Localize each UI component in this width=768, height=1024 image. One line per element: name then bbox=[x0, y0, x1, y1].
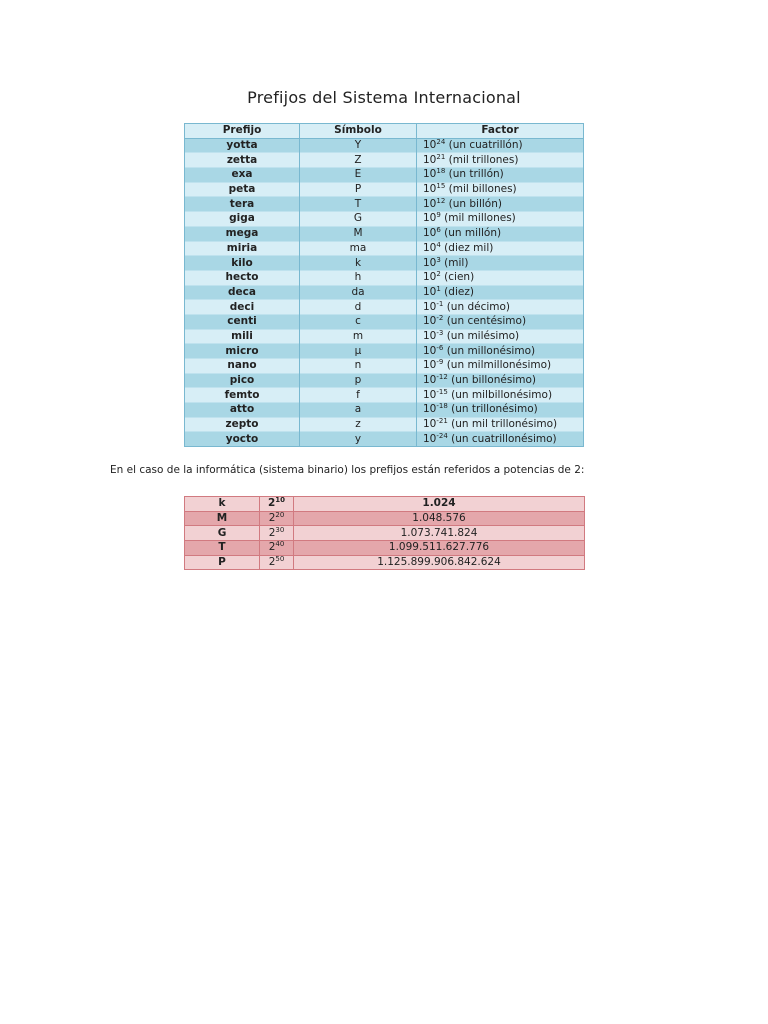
factor-exponent: -12 bbox=[436, 373, 448, 382]
prefix-cell: pico bbox=[185, 373, 300, 388]
symbol-cell: n bbox=[300, 359, 417, 374]
table-row bbox=[185, 285, 584, 300]
prefix-cell: tera bbox=[185, 197, 300, 212]
symbol-cell: P bbox=[300, 182, 417, 197]
factor-exponent: 1 bbox=[436, 285, 441, 293]
table-row bbox=[185, 344, 584, 359]
factor-description: (un milbillonésimo) bbox=[447, 388, 553, 401]
table-row bbox=[185, 197, 584, 212]
table-row bbox=[185, 511, 585, 526]
power-base: 2 bbox=[267, 497, 276, 510]
table-header-row bbox=[185, 124, 584, 139]
prefix-cell: zetta bbox=[185, 153, 300, 168]
power-exponent: 40 bbox=[275, 540, 285, 549]
factor-base: 10 bbox=[423, 329, 437, 342]
factor-cell bbox=[417, 432, 584, 447]
symbol-cell: M bbox=[300, 226, 417, 241]
symbol-cell: k bbox=[300, 256, 417, 271]
symbol-cell: m bbox=[300, 329, 417, 344]
binary-note: En el caso de la informática (sistema binario) los prefijos están referidos a potencias de 2: bbox=[110, 464, 585, 476]
table-row bbox=[185, 526, 585, 541]
prefix-cell: giga bbox=[185, 212, 300, 227]
symbol-cell: G bbox=[300, 212, 417, 227]
factor-description: (un décimo) bbox=[443, 300, 511, 313]
value-cell: 1.073.741.824 bbox=[294, 526, 585, 541]
factor-base: 10 bbox=[423, 197, 437, 210]
binary-prefixes-table bbox=[184, 496, 585, 570]
factor-base: 10 bbox=[423, 374, 437, 387]
power-base: 2 bbox=[268, 541, 276, 554]
table-row bbox=[185, 182, 584, 197]
factor-base: 10 bbox=[423, 212, 437, 225]
table-row bbox=[185, 388, 584, 403]
prefix-cell: atto bbox=[185, 403, 300, 418]
symbol-cell: µ bbox=[300, 344, 417, 359]
symbol-cell: Z bbox=[300, 153, 417, 168]
prefix-cell: kilo bbox=[185, 256, 300, 271]
factor-cell bbox=[417, 226, 584, 241]
factor-base: 10 bbox=[423, 256, 437, 269]
factor-exponent: 6 bbox=[436, 226, 441, 235]
power-exponent: 30 bbox=[275, 525, 285, 534]
prefix-cell: exa bbox=[185, 168, 300, 183]
value-cell: 1.048.576 bbox=[294, 511, 585, 526]
header-prefijo: Prefijo bbox=[185, 124, 300, 139]
factor-description: (diez mil) bbox=[440, 241, 494, 254]
factor-description: (mil millones) bbox=[440, 212, 516, 225]
factor-base: 10 bbox=[423, 359, 437, 372]
table-row bbox=[185, 329, 584, 344]
factor-description: (un trillón) bbox=[445, 168, 504, 181]
table-row bbox=[185, 497, 585, 512]
factor-base: 10 bbox=[423, 285, 437, 298]
factor-exponent: -24 bbox=[436, 431, 448, 440]
factor-exponent: -18 bbox=[436, 402, 448, 411]
power-exponent: 50 bbox=[275, 555, 285, 564]
factor-description: (mil trillones) bbox=[445, 153, 519, 166]
factor-description: (un milésimo) bbox=[443, 329, 520, 342]
power-exponent: 10 bbox=[275, 496, 286, 505]
table-row bbox=[185, 168, 584, 183]
symbol-cell: f bbox=[300, 388, 417, 403]
factor-base: 10 bbox=[423, 344, 437, 357]
prefix-cell: yotta bbox=[185, 138, 300, 153]
factor-base: 10 bbox=[423, 271, 437, 284]
table-row bbox=[185, 417, 584, 432]
factor-cell bbox=[417, 197, 584, 212]
prefix-cell: hecto bbox=[185, 270, 300, 285]
value-cell: 1.099.511.627.776 bbox=[294, 541, 585, 556]
factor-cell bbox=[417, 388, 584, 403]
factor-cell bbox=[417, 256, 584, 271]
factor-cell bbox=[417, 270, 584, 285]
prefix-cell: zepto bbox=[185, 417, 300, 432]
factor-cell bbox=[417, 373, 584, 388]
factor-description: (un centésimo) bbox=[443, 315, 527, 328]
factor-base: 10 bbox=[423, 168, 437, 181]
table-row bbox=[185, 403, 584, 418]
binary-prefix-cell: T bbox=[185, 541, 260, 556]
table-row bbox=[185, 270, 584, 285]
table-row bbox=[185, 314, 584, 329]
factor-exponent: 18 bbox=[436, 167, 446, 176]
factor-base: 10 bbox=[423, 300, 437, 313]
factor-exponent: 9 bbox=[436, 211, 441, 220]
prefix-cell: peta bbox=[185, 182, 300, 197]
factor-description: (un cuatrillón) bbox=[445, 139, 523, 152]
factor-description: (un mil trillonésimo) bbox=[447, 418, 558, 431]
factor-base: 10 bbox=[423, 418, 437, 431]
prefix-cell: mili bbox=[185, 329, 300, 344]
factor-exponent: 21 bbox=[436, 152, 446, 161]
prefix-cell: deci bbox=[185, 300, 300, 315]
power-base: 2 bbox=[268, 556, 276, 569]
table-row bbox=[185, 138, 584, 153]
factor-description: (un milmillonésimo) bbox=[443, 359, 552, 372]
factor-description: (un billón) bbox=[445, 197, 502, 210]
prefix-cell: centi bbox=[185, 314, 300, 329]
factor-exponent: -9 bbox=[436, 358, 444, 367]
power-cell bbox=[260, 541, 294, 556]
factor-exponent: 15 bbox=[436, 182, 446, 191]
table-row bbox=[185, 153, 584, 168]
symbol-cell: d bbox=[300, 300, 417, 315]
prefix-cell: miria bbox=[185, 241, 300, 256]
symbol-cell: h bbox=[300, 270, 417, 285]
prefix-cell: deca bbox=[185, 285, 300, 300]
factor-exponent: -3 bbox=[436, 329, 444, 337]
prefix-cell: micro bbox=[185, 344, 300, 359]
factor-cell bbox=[417, 314, 584, 329]
symbol-cell: c bbox=[300, 314, 417, 329]
factor-cell bbox=[417, 300, 584, 315]
factor-description: (mil) bbox=[440, 256, 469, 269]
factor-exponent: -6 bbox=[436, 343, 444, 352]
table-row bbox=[185, 226, 584, 241]
symbol-cell: p bbox=[300, 373, 417, 388]
factor-base: 10 bbox=[423, 139, 437, 152]
factor-cell bbox=[417, 182, 584, 197]
factor-cell bbox=[417, 344, 584, 359]
factor-cell bbox=[417, 241, 584, 256]
power-exponent: 20 bbox=[275, 511, 285, 520]
factor-cell bbox=[417, 417, 584, 432]
symbol-cell: Y bbox=[300, 138, 417, 153]
factor-base: 10 bbox=[423, 432, 437, 445]
symbol-cell: da bbox=[300, 285, 417, 300]
binary-prefix-cell: k bbox=[185, 497, 260, 512]
header-factor: Factor bbox=[417, 124, 584, 139]
table-row bbox=[185, 300, 584, 315]
factor-base: 10 bbox=[423, 153, 437, 166]
power-base: 2 bbox=[268, 512, 276, 525]
symbol-cell: T bbox=[300, 197, 417, 212]
factor-exponent: -15 bbox=[436, 387, 448, 396]
value-cell: 1.024 bbox=[294, 497, 585, 512]
symbol-cell: z bbox=[300, 417, 417, 432]
power-cell bbox=[260, 497, 294, 512]
page-title: Prefijos del Sistema Internacional bbox=[247, 88, 521, 107]
factor-description: (un millonésimo) bbox=[443, 344, 536, 357]
factor-cell bbox=[417, 329, 584, 344]
factor-cell bbox=[417, 359, 584, 374]
factor-cell bbox=[417, 285, 584, 300]
header-simbolo: Símbolo bbox=[300, 124, 417, 139]
symbol-cell: a bbox=[300, 403, 417, 418]
factor-cell bbox=[417, 153, 584, 168]
binary-prefix-cell: P bbox=[185, 555, 260, 570]
value-cell: 1.125.899.906.842.624 bbox=[294, 555, 585, 570]
factor-cell bbox=[417, 403, 584, 418]
factor-exponent: 24 bbox=[436, 138, 446, 147]
factor-description: (cien) bbox=[440, 271, 475, 284]
factor-base: 10 bbox=[423, 315, 437, 328]
factor-description: (un billonésimo) bbox=[447, 374, 536, 387]
factor-cell bbox=[417, 212, 584, 227]
prefix-cell: femto bbox=[185, 388, 300, 403]
factor-cell bbox=[417, 168, 584, 183]
power-cell bbox=[260, 555, 294, 570]
factor-exponent: -21 bbox=[436, 417, 448, 426]
binary-prefix-cell: G bbox=[185, 526, 260, 541]
factor-description: (mil billones) bbox=[445, 183, 517, 196]
power-base: 2 bbox=[268, 526, 276, 539]
table-row bbox=[185, 541, 585, 556]
factor-base: 10 bbox=[423, 403, 437, 416]
power-cell bbox=[260, 511, 294, 526]
symbol-cell: E bbox=[300, 168, 417, 183]
prefix-cell: mega bbox=[185, 226, 300, 241]
factor-base: 10 bbox=[423, 388, 437, 401]
table-row bbox=[185, 432, 584, 447]
table-row bbox=[185, 359, 584, 374]
power-cell bbox=[260, 526, 294, 541]
symbol-cell: y bbox=[300, 432, 417, 447]
table-row bbox=[185, 373, 584, 388]
factor-exponent: 2 bbox=[436, 270, 441, 279]
factor-cell bbox=[417, 138, 584, 153]
table-row bbox=[185, 555, 585, 570]
factor-description: (un millón) bbox=[440, 227, 502, 240]
factor-exponent: 3 bbox=[436, 255, 441, 264]
factor-base: 10 bbox=[423, 227, 437, 240]
factor-exponent: -1 bbox=[436, 299, 444, 308]
si-prefixes-table bbox=[184, 123, 584, 447]
factor-exponent: 12 bbox=[436, 196, 446, 205]
table-row bbox=[185, 256, 584, 271]
factor-base: 10 bbox=[423, 241, 437, 254]
factor-exponent: 4 bbox=[436, 241, 441, 249]
symbol-cell: ma bbox=[300, 241, 417, 256]
prefix-cell: yocto bbox=[185, 432, 300, 447]
factor-description: (un trillonésimo) bbox=[447, 403, 538, 416]
table-row bbox=[185, 212, 584, 227]
binary-prefix-cell: M bbox=[185, 511, 260, 526]
factor-base: 10 bbox=[423, 183, 437, 196]
table-row bbox=[185, 241, 584, 256]
prefix-cell: nano bbox=[185, 359, 300, 374]
factor-exponent: -2 bbox=[436, 314, 444, 323]
factor-description: (un cuatrillonésimo) bbox=[447, 432, 557, 445]
factor-description: (diez) bbox=[440, 285, 474, 298]
